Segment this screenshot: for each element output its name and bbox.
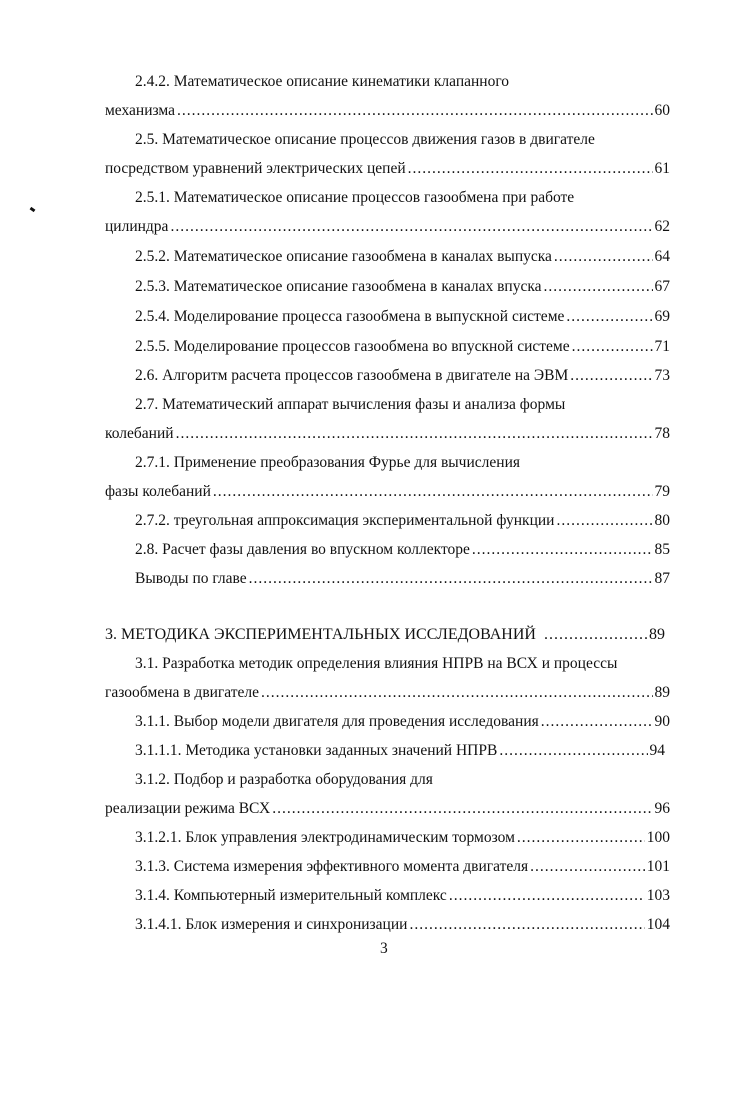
toc-page-number: 90: [654, 713, 670, 730]
dot-leader: [249, 569, 653, 589]
toc-entry-text: Выводы по главе: [135, 570, 247, 587]
toc-entry-text: 3.1.1. Выбор модели двигателя для проведения исследования: [135, 713, 539, 730]
toc-page-number: 103: [646, 887, 670, 904]
toc-entry-text: 2.6. Алгоритм расчета процессов газообмена в двигателе на ЭВМ: [135, 367, 569, 384]
dot-leader: [176, 424, 653, 444]
toc-entry-3-1-2-title: 3.1.2. Подбор и разработка оборудования для: [135, 771, 433, 788]
toc-entry-3-1-1[interactable]: [135, 712, 670, 732]
dot-leader: [554, 247, 653, 267]
toc-entry-text: 2.7.2. треугольная аппроксимация экспериментальной функции: [135, 512, 555, 529]
dot-leader: [570, 366, 652, 386]
toc-entry-2-7-2[interactable]: [135, 511, 670, 531]
toc-entry-3-1-4[interactable]: [135, 886, 670, 906]
toc-entry-text: 3.1.3. Система измерения эффективного момента двигателя: [135, 858, 529, 875]
toc-chapter-3[interactable]: [105, 625, 665, 645]
dot-leader: [530, 857, 645, 877]
toc-entry-2-5-4[interactable]: [135, 307, 670, 327]
toc-entry-text: 2.5.3. Математическое описание газообмена в каналах впуска: [135, 278, 542, 295]
toc-entry-3-1[interactable]: [105, 683, 670, 703]
toc-page-number: 64: [654, 248, 670, 265]
dot-leader: [517, 828, 645, 848]
toc-entry-2-8[interactable]: [135, 540, 670, 560]
dot-leader: [472, 540, 653, 560]
toc-page-number: 85: [654, 541, 670, 558]
toc-page-number: 78: [654, 425, 670, 442]
toc-page-number: 94: [649, 742, 665, 759]
toc-page-number: 79: [654, 483, 670, 500]
toc-entry-text: 2.8. Расчет фазы давления во впускном коллекторе: [135, 541, 470, 558]
toc-page-number: 96: [654, 800, 670, 817]
toc-entry-text: 2.5.5. Моделирование процессов газообмена во впускной системе: [135, 338, 570, 355]
toc-entry-2-5-title: 2.5. Математическое описание процессов движения газов в двигателе: [135, 131, 595, 148]
toc-page-number: 60: [654, 102, 670, 119]
dot-leader: [408, 159, 653, 179]
toc-entry-3-1-1-1[interactable]: [135, 741, 665, 761]
toc-entry-text: 3.1.1.1. Методика установки заданных значений НПРВ: [135, 742, 498, 759]
toc-entry-text: фазы колебаний: [105, 483, 211, 500]
toc-entry-text: механизма: [105, 102, 175, 119]
dot-leader: [566, 307, 652, 327]
toc-entry-conclusions[interactable]: [135, 569, 670, 589]
dot-leader: [556, 511, 652, 531]
toc-entry-3-1-2-1[interactable]: [135, 828, 670, 848]
toc-entry-text: реализации режима ВСХ: [105, 800, 271, 817]
page-number: 3: [380, 940, 388, 957]
toc-entry-text: 2.5.2. Математическое описание газообмена в каналах выпуска: [135, 248, 552, 265]
toc-entry-2-5-2[interactable]: [135, 247, 670, 267]
toc-entry-2-7-1[interactable]: [105, 482, 670, 502]
toc-chapter-title: 3. МЕТОДИКА ЭКСПЕРИМЕНТАЛЬНЫХ ИССЛЕДОВАНИЙ: [105, 626, 536, 643]
toc-page-number: 71: [654, 338, 670, 355]
dot-leader: [261, 683, 652, 703]
toc-entry-2-5[interactable]: [105, 159, 670, 179]
toc-page-number: 89: [649, 626, 665, 643]
dot-leader: [499, 741, 647, 761]
dot-leader: [544, 625, 647, 645]
toc-page-number: 89: [654, 684, 670, 701]
dot-leader: [213, 482, 653, 502]
toc-entry-text: посредством уравнений электрических цепей: [105, 160, 406, 177]
toc-entry-text: колебаний: [105, 425, 174, 442]
toc-entry-text: 2.5.4. Моделирование процесса газообмена в выпускной системе: [135, 308, 565, 325]
margin-mark: [30, 207, 36, 212]
dot-leader: [449, 886, 645, 906]
toc-page-number: 61: [654, 160, 670, 177]
toc-entry-text: газообмена в двигателе: [105, 684, 260, 701]
toc-entry-2-4-2[interactable]: [105, 101, 670, 121]
toc-entry-text: 3.1.4. Компьютерный измерительный комплекс: [135, 887, 447, 904]
toc-entry-3-1-2[interactable]: [105, 799, 670, 819]
dot-leader: [409, 915, 644, 935]
toc-entry-2-5-1-title: 2.5.1. Математическое описание процессов газообмена при работе: [135, 189, 575, 206]
dot-leader: [541, 712, 653, 732]
toc-entry-2-7-title: 2.7. Математический аппарат вычисления фазы и анализа формы: [135, 396, 566, 413]
toc-page-number: 69: [654, 308, 670, 325]
toc-entry-text: 3.1.4.1. Блок измерения и синхронизации: [135, 916, 408, 933]
toc-entry-text: 3.1.2.1. Блок управления электродинамическим тормозом: [135, 829, 515, 846]
toc-entry-3-1-title: 3.1. Разработка методик определения влияния НПРВ на ВСХ и процессы: [135, 655, 618, 672]
toc-entry-3-1-4-1[interactable]: [135, 915, 670, 935]
dot-leader: [272, 799, 652, 819]
toc-entry-2-5-1[interactable]: [105, 217, 670, 237]
dot-leader: [177, 101, 653, 121]
dot-leader: [572, 337, 653, 357]
toc-page-number: 80: [654, 512, 670, 529]
toc-entry-2-5-3[interactable]: [135, 277, 670, 297]
toc-entry-2-5-5[interactable]: [135, 337, 670, 357]
dot-leader: [170, 217, 652, 237]
toc-entry-2-4-2-title: 2.4.2. Математическое описание кинематики клапанного: [135, 73, 510, 90]
toc-page-number: 62: [654, 218, 670, 235]
toc-page-number: 104: [646, 916, 670, 933]
toc-page-number: 67: [654, 278, 670, 295]
toc-page-number: 87: [654, 570, 670, 587]
toc-page-number: 73: [654, 367, 670, 384]
toc-entry-3-1-3[interactable]: [135, 857, 670, 877]
toc-entry-2-6[interactable]: [135, 366, 670, 386]
toc-entry-2-7[interactable]: [105, 424, 670, 444]
dot-leader: [544, 277, 653, 297]
toc-entry-2-7-1-title: 2.7.1. Применение преобразования Фурье для вычисления: [135, 454, 520, 471]
toc-entry-text: цилиндра: [105, 218, 169, 235]
toc-page-number: 101: [646, 858, 670, 875]
toc-page-number: 100: [646, 829, 670, 846]
